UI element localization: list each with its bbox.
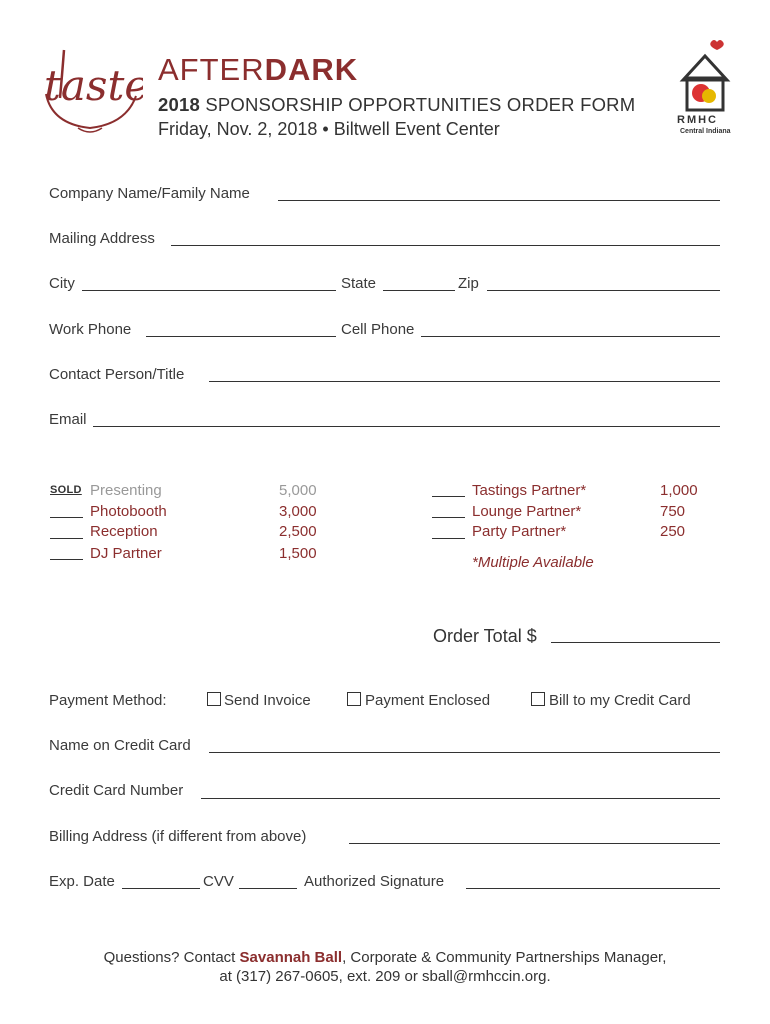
contact-label: Contact Person/Title xyxy=(49,366,185,383)
title-light: AFTER xyxy=(158,52,265,87)
state-label: State xyxy=(341,275,377,292)
tier-name: Lounge Partner* xyxy=(472,503,582,520)
tier-amount: 5,000 xyxy=(279,482,317,499)
form-subtitle xyxy=(158,94,635,116)
sold-badge: SOLD xyxy=(50,484,82,496)
logo-text: taste xyxy=(44,61,143,110)
tier-name: DJ Partner xyxy=(90,545,162,562)
checkbox[interactable] xyxy=(207,692,221,706)
signature-field[interactable] xyxy=(466,888,720,889)
subtitle-year: 2018 xyxy=(158,94,200,115)
tier-name: Reception xyxy=(90,523,158,540)
taste-logo xyxy=(38,36,143,136)
zip-field[interactable] xyxy=(487,290,720,291)
tier-checkline[interactable] xyxy=(50,517,83,518)
tier-amount: 1,500 xyxy=(279,545,317,562)
zip-label: Zip xyxy=(458,275,479,292)
tier-amount: 2,500 xyxy=(279,523,317,540)
payment-option-enclosed[interactable] xyxy=(347,692,490,710)
signature-label: Authorized Signature xyxy=(304,873,445,890)
work-phone-label: Work Phone xyxy=(49,321,132,338)
tier-checkline[interactable] xyxy=(432,517,465,518)
option-label: Bill to my Credit Card xyxy=(549,692,691,709)
order-total-label: Order Total $ xyxy=(433,626,537,646)
footer-line-2: at (317) 267-0605, ext. 209 or sball@rmhccin.org. xyxy=(219,968,551,985)
cvv-label: CVV xyxy=(203,873,234,890)
exp-date-field[interactable] xyxy=(122,888,200,889)
work-phone-field[interactable] xyxy=(146,336,336,337)
email-label: Email xyxy=(49,411,87,428)
payment-option-credit[interactable] xyxy=(531,692,691,710)
tier-name: Tastings Partner* xyxy=(472,482,587,499)
cvv-field[interactable] xyxy=(239,888,297,889)
city-label: City xyxy=(49,275,75,292)
payment-method-label: Payment Method: xyxy=(49,692,167,709)
checkbox[interactable] xyxy=(531,692,545,706)
billing-address-label: Billing Address (if different from above) xyxy=(49,828,307,845)
tier-checkline[interactable] xyxy=(432,496,465,497)
footer-contact xyxy=(0,948,770,986)
contact-field[interactable] xyxy=(209,381,720,382)
card-number-label: Credit Card Number xyxy=(49,782,184,799)
tier-checkline[interactable] xyxy=(432,538,465,539)
rmhc-logo-sub: Central Indiana xyxy=(680,128,731,135)
tier-name: Party Partner* xyxy=(472,523,567,540)
event-date: Friday, Nov. 2, 2018 • Biltwell Event Center xyxy=(158,119,500,139)
tier-amount: 750 xyxy=(660,503,686,520)
exp-date-label: Exp. Date xyxy=(49,873,115,890)
order-total-field[interactable] xyxy=(551,642,720,643)
city-field[interactable] xyxy=(82,290,336,291)
multiple-note: *Multiple Available xyxy=(472,554,594,571)
company-label: Company Name/Family Name xyxy=(49,185,250,202)
tier-checkline[interactable] xyxy=(50,538,83,539)
tier-name: Presenting xyxy=(90,482,162,499)
footer-suffix: , Corporate & Community Partnerships Manager, xyxy=(342,949,667,966)
cell-phone-label: Cell Phone xyxy=(341,321,415,338)
mailing-label: Mailing Address xyxy=(49,230,155,247)
contact-name: Savannah Ball xyxy=(239,949,343,966)
company-field[interactable] xyxy=(278,200,720,201)
tier-amount: 3,000 xyxy=(279,503,317,520)
checkbox[interactable] xyxy=(347,692,361,706)
footer-prefix: Questions? Contact xyxy=(103,949,240,966)
tier-checkline[interactable] xyxy=(50,559,83,560)
card-name-label: Name on Credit Card xyxy=(49,737,191,754)
card-name-field[interactable] xyxy=(209,752,720,753)
mailing-field[interactable] xyxy=(171,245,720,246)
billing-address-field[interactable] xyxy=(349,843,720,844)
payment-option-invoice[interactable] xyxy=(207,692,311,710)
event-title xyxy=(158,52,358,88)
rmhc-logo xyxy=(675,38,735,138)
tier-name: Photobooth xyxy=(90,503,167,520)
card-number-field[interactable] xyxy=(201,798,720,799)
title-bold: DARK xyxy=(264,52,359,87)
option-label: Send Invoice xyxy=(224,692,311,709)
tier-amount: 1,000 xyxy=(660,482,698,499)
subtitle-text: SPONSORSHIP OPPORTUNITIES ORDER FORM xyxy=(205,94,636,115)
footer-line-1 xyxy=(0,948,770,967)
state-field[interactable] xyxy=(383,290,455,291)
rmhc-logo-text: RMHC xyxy=(677,114,718,126)
cell-phone-field[interactable] xyxy=(421,336,720,337)
email-field[interactable] xyxy=(93,426,720,427)
option-label: Payment Enclosed xyxy=(365,692,491,709)
tier-amount: 250 xyxy=(660,523,686,540)
